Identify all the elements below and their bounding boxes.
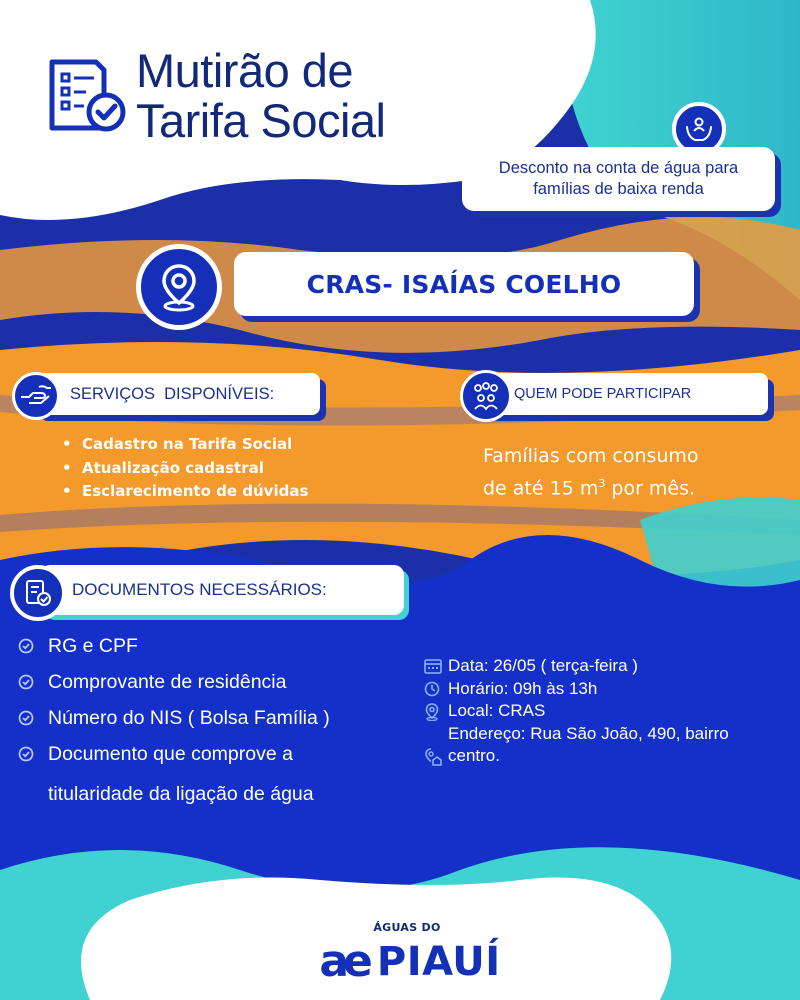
brand-mark: ae [319,936,367,987]
location-banner [234,252,694,316]
time-row: Horário: 09h às 13h [424,678,729,701]
brand-tagline: ÁGUAS DO [373,921,441,934]
list-item: • Atualização cadastral [60,457,308,481]
check-circle-icon [18,710,34,726]
documents-icon-circle [10,565,66,621]
header-icon [44,54,128,138]
list-item: • Cadastro na Tarifa Social [60,433,308,457]
documents-heading: DOCUMENTOS NECESSÁRIOS: [72,580,327,599]
brand-logo [290,934,530,990]
list-item: • Esclarecimento de dúvidas [60,480,308,504]
discount-line-1: Desconto na conta de água para [498,159,739,177]
local-row: Local: CRAS [424,700,729,723]
location-pin-icon [152,260,206,314]
people-group-icon [469,381,503,411]
check-circle-icon [18,638,34,654]
services-heading-pill [34,373,320,415]
address-continuation: centro. [424,745,729,768]
list-item: Comprovante de residência [18,664,330,700]
services-list [60,433,308,504]
title-line-2: Tarifa Social [136,94,386,147]
house-pin-icon [424,748,442,766]
list-item: Número do NIS ( Bolsa Família ) [18,700,330,736]
discount-line-2: famílias de baixa renda [533,180,704,198]
eligibility-text [483,442,699,502]
check-circle-icon [18,674,34,690]
location-label: CRAS- ISAÍAS COELHO [306,269,622,299]
services-icon-circle [12,372,60,420]
list-item: Documento que comprove a [18,736,330,772]
hands-people-icon [683,113,715,145]
documents-list [18,628,330,812]
eligibility-heading: QUEM PODE PARTICIPAR [514,386,692,402]
eligibility-icon-circle [460,370,512,422]
title-line-1: Mutirão de [136,44,354,97]
calendar-icon [424,658,442,674]
document-check-icon [22,577,54,609]
date-row: Data: 26/05 ( terça-feira ) [424,655,729,678]
documents-heading-pill [40,565,404,615]
wrench-hand-icon [19,383,53,409]
eligibility-line-1: Famílias com consumo [483,445,699,467]
clock-icon [424,681,440,697]
eligibility-line-2: de até 15 $m^3$ por mês. [483,477,696,500]
map-pin-icon [424,703,440,721]
eligibility-heading-pill [484,373,768,415]
list-item: titularidade da ligação de água [48,783,314,805]
check-circle-icon [18,746,34,762]
brand-name: PIAUÍ [376,939,501,985]
discount-card [462,147,775,211]
address-row: Endereço: Rua São João, 490, bairro [448,723,729,743]
list-item: RG e CPF [18,628,330,664]
event-details [424,655,729,768]
services-heading: SERVIÇOS DISPONÍVEIS: [70,384,275,403]
location-icon-circle [136,244,222,330]
